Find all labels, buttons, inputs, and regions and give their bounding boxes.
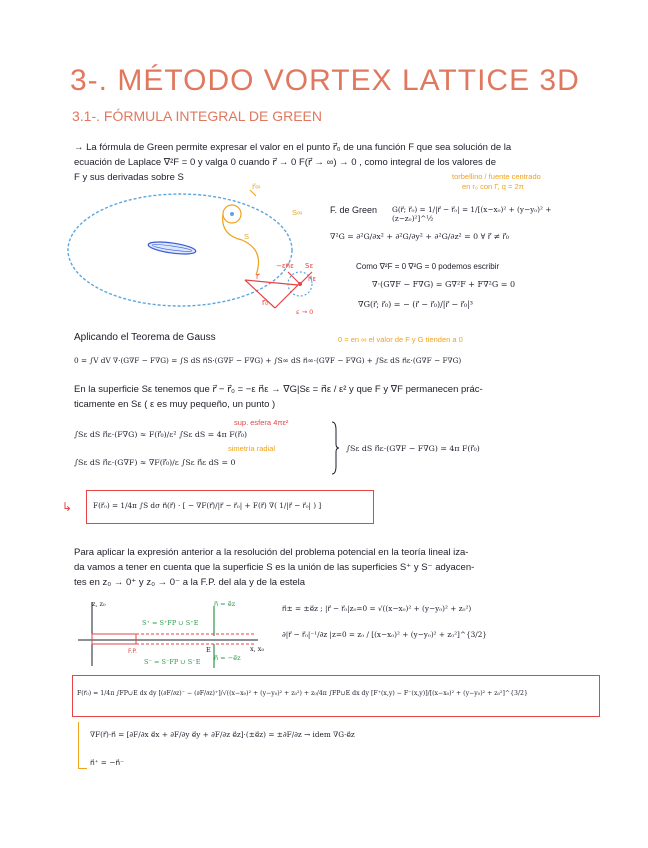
s-plus-label: S⁺ = S⁺FP ∪ S⁺E bbox=[142, 619, 199, 627]
intro-line-2: ecuación de Laplace ∇²F = 0 y valga 0 cuando r⃗ → 0 F(r⃗ → ∞) → 0 , como integral de los valores de bbox=[74, 157, 496, 168]
linear-line-2: da vamos a tener en cuenta que la superficie S es la unión de las superficies S⁺ y S⁻ adyacen- bbox=[74, 562, 475, 573]
normal-derivative-eq: ∇F(r⃗)·n⃗ = [∂F/∂x e⃗x + ∂F/∂y e⃗y + ∂F/∂z e⃗z]·(±e⃗z) = ±∂F/∂z → idem ∇G·e⃗z bbox=[90, 730, 355, 739]
s-eps-equation-2: ∫Sε dS n⃗ε·(G∇F) ≈ ∇F(r⃗₀)/ε ∫Sε n⃗ε dS = 0 bbox=[74, 458, 236, 467]
s-eps-result: ∫Sε dS n⃗ε·(G∇F − F∇G) = 4π F(r⃗₀) bbox=[346, 444, 480, 453]
final-bracket bbox=[78, 722, 87, 769]
potential-formula-box bbox=[72, 675, 600, 717]
grad-green: ∇G(r⃗; r⃗₀) = − (r⃗ − r⃗₀)/|r⃗ − r⃗₀|³ bbox=[358, 300, 473, 309]
green-function-definition: G(r⃗; r⃗₀) = 1/|r⃗ − r⃗₀| = 1/[(x−x₀)² + (y−y₀)² + (z−z₀)²]^½ bbox=[392, 205, 552, 223]
s-eps-line-1: En la superficie Sε tenemos que r⃗ − r⃗₀ = −ε n⃗ε → ∇G|Sε = n⃗ε / ε² y que F y ∇F permanecen prác- bbox=[74, 384, 483, 395]
como-text: Como ∇²F = 0 ∇²G = 0 podemos escribir bbox=[356, 262, 500, 271]
s-minus-label: S⁻ = S⁻FP ∪ S⁻E bbox=[144, 658, 201, 666]
e-label: E bbox=[206, 646, 211, 654]
intro-line-3: F y sus derivadas sobre S bbox=[74, 172, 184, 183]
radial-symmetry-note: simetría radial bbox=[228, 444, 276, 453]
potential-formula: F(r⃗₀) = 1/4π ∫FP∪E dx dy [(∂F/∂z)⁻ − (∂F/∂z)⁺]/√((x−x₀)² + (y−y₀)² + z₀²) + z₀/4π ∫FP∪E dx dy [F⁺(x,y) − F⁻(x,y)]/[(x−x₀)² + (y−y₀)² + z₀²]^{3/2} bbox=[77, 690, 528, 697]
green-formula: F(r⃗₀) = 1/4π ∫S dσ n⃗(r⃗) · [ − ∇F(r⃗)/|r⃗ − r⃗₀| + F(r⃗) ∇( 1/|r⃗ − r⃗₀| ) ] bbox=[93, 501, 322, 510]
s-eps-paragraph bbox=[74, 382, 594, 412]
green-domain-diagram bbox=[60, 180, 330, 330]
page-title: 3-. MÉTODO VORTEX LATTICE 3D bbox=[70, 64, 580, 97]
green-function-label: F. de Green bbox=[330, 205, 378, 215]
linear-line-1: Para aplicar la expresión anterior a la resolución del problema potencial en la teoría lineal iza- bbox=[74, 547, 469, 558]
minus-eps-n-label: −εn⃗ε bbox=[276, 262, 294, 270]
linear-theory-paragraph bbox=[74, 545, 594, 590]
s-infinity-label: S∞ bbox=[292, 208, 303, 217]
s-eps-label: Sε bbox=[305, 262, 314, 270]
linear-line-3: tes en z₀ → 0⁺ y z₀ → 0⁻ a la F.P. del ala y de la estela bbox=[74, 577, 306, 588]
gauss-equation: 0 = ∫V dV ∇·(G∇F − F∇G) = ∫S dS n⃗S·(G∇F − F∇G) + ∫S∞ dS n⃗∞·(G∇F − F∇G) + ∫Sε dS n⃗ε·(G∇F − F∇G) bbox=[74, 356, 462, 365]
x-axis-label: x, x₀ bbox=[250, 645, 265, 653]
n-minus-label: n⃗ = −e⃗z bbox=[214, 654, 241, 662]
s-label: S bbox=[244, 232, 250, 241]
green-note-1: torbellino / fuente centrado bbox=[452, 172, 541, 181]
normal-relation: n⃗⁺ = −n⃗⁻ bbox=[90, 758, 124, 767]
s-eps-line-2: ticamente en Sε ( ε es muy pequeño, un punto ) bbox=[74, 399, 276, 410]
normal-distance-eq: n⃗± = ±e⃗z ; |r⃗ − r⃗₀|z₀=0 = √((x−x₀)² + (y−y₀)² + z₀²) bbox=[282, 604, 472, 613]
z-axis-label: z, z₀ bbox=[92, 600, 106, 608]
brace bbox=[330, 420, 340, 476]
result-arrow-icon: ↳ bbox=[62, 500, 73, 514]
laplace-green: ∇²G = ∂²G/∂x² + ∂²G/∂y² + ∂²G/∂z² = 0 ∀ r⃗ ≠ r⃗₀ bbox=[330, 232, 509, 241]
gauss-note: 0 = en ∞ el valor de F y G tienden a 0 bbox=[338, 335, 463, 344]
eps-limit-label: ε → 0 bbox=[296, 308, 314, 316]
green-note-2: en r₀ con Γ, q = 2π bbox=[462, 182, 524, 191]
r0-vector-label: r⃗₀ bbox=[262, 298, 269, 307]
sphere-surface-note: sup. esfera 4πε² bbox=[234, 418, 289, 427]
s-eps-equation-1: ∫Sε dS n⃗ε·(F∇G) ≈ F(r⃗₀)/ε² ∫Sε dS = 4π F(r⃗₀) bbox=[74, 430, 248, 439]
divergence-identity: ∇·(G∇F − F∇G) = G∇²F + F∇²G = 0 bbox=[372, 280, 516, 289]
intro-line-1: → La fórmula de Green permite expresar el valor en el punto r⃗₀ de una función F que sea solución de la bbox=[74, 142, 512, 153]
section-subtitle: 3.1-. FÓRMULA INTEGRAL DE GREEN bbox=[72, 108, 322, 124]
n-plus-label: n⃗ = e⃗z bbox=[214, 600, 236, 608]
gauss-heading: Aplicando el Teorema de Gauss bbox=[74, 332, 216, 343]
derivative-eq: ∂|r⃗ − r⃗₀|⁻¹/∂z |z=0 = z₀ / [(x−x₀)² + (y−y₀)² + z₀²]^{3/2} bbox=[282, 630, 488, 639]
n-eps-label: n⃗ε bbox=[308, 275, 317, 283]
r-vector-label: r⃗ bbox=[256, 272, 260, 281]
r-infinity-label: r⃗∞ bbox=[252, 182, 261, 191]
fp-label: F.P. bbox=[128, 648, 137, 655]
green-formula-box bbox=[86, 490, 374, 524]
